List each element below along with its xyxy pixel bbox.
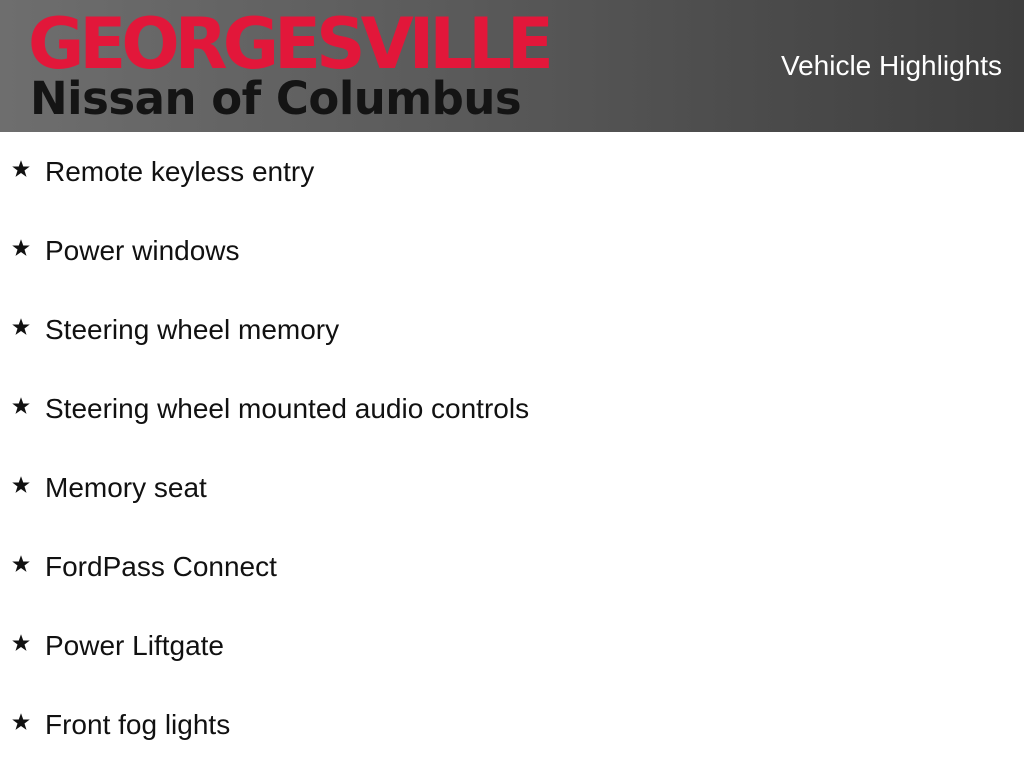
- highlight-label: Power Liftgate: [45, 630, 224, 661]
- highlight-label: Steering wheel mounted audio controls: [45, 393, 530, 424]
- star-icon: [11, 159, 31, 179]
- star-icon: [11, 712, 31, 732]
- list-item: [0, 290, 1024, 369]
- highlight-label: Steering wheel memory: [45, 314, 340, 345]
- list-item: [0, 527, 1024, 606]
- page-title: Vehicle Highlights: [780, 50, 1002, 81]
- list-item: [0, 448, 1024, 527]
- list-item: [0, 369, 1024, 448]
- star-icon: [11, 475, 31, 495]
- star-icon: [11, 633, 31, 653]
- list-item: [0, 211, 1024, 290]
- star-icon: [11, 554, 31, 574]
- highlight-label: Front fog lights: [45, 709, 231, 740]
- logo-wordmark-nissan-of-columbus: Nissan of Columbus: [30, 72, 522, 125]
- logo-wordmark-georgesville: GEORGESVILLE: [28, 3, 549, 85]
- highlight-label: Power windows: [45, 235, 240, 266]
- dealer-logo: [28, 3, 573, 125]
- highlight-label: Remote keyless entry: [45, 156, 315, 187]
- header-banner: [0, 0, 1024, 132]
- star-icon: [11, 396, 31, 416]
- list-item: [0, 606, 1024, 685]
- list-item: [0, 685, 1024, 764]
- vehicle-highlights-list: [0, 132, 1024, 764]
- list-item: [0, 132, 1024, 211]
- star-icon: [11, 238, 31, 258]
- highlight-label: Memory seat: [45, 472, 207, 503]
- highlight-label: FordPass Connect: [45, 551, 277, 582]
- star-icon: [11, 317, 31, 337]
